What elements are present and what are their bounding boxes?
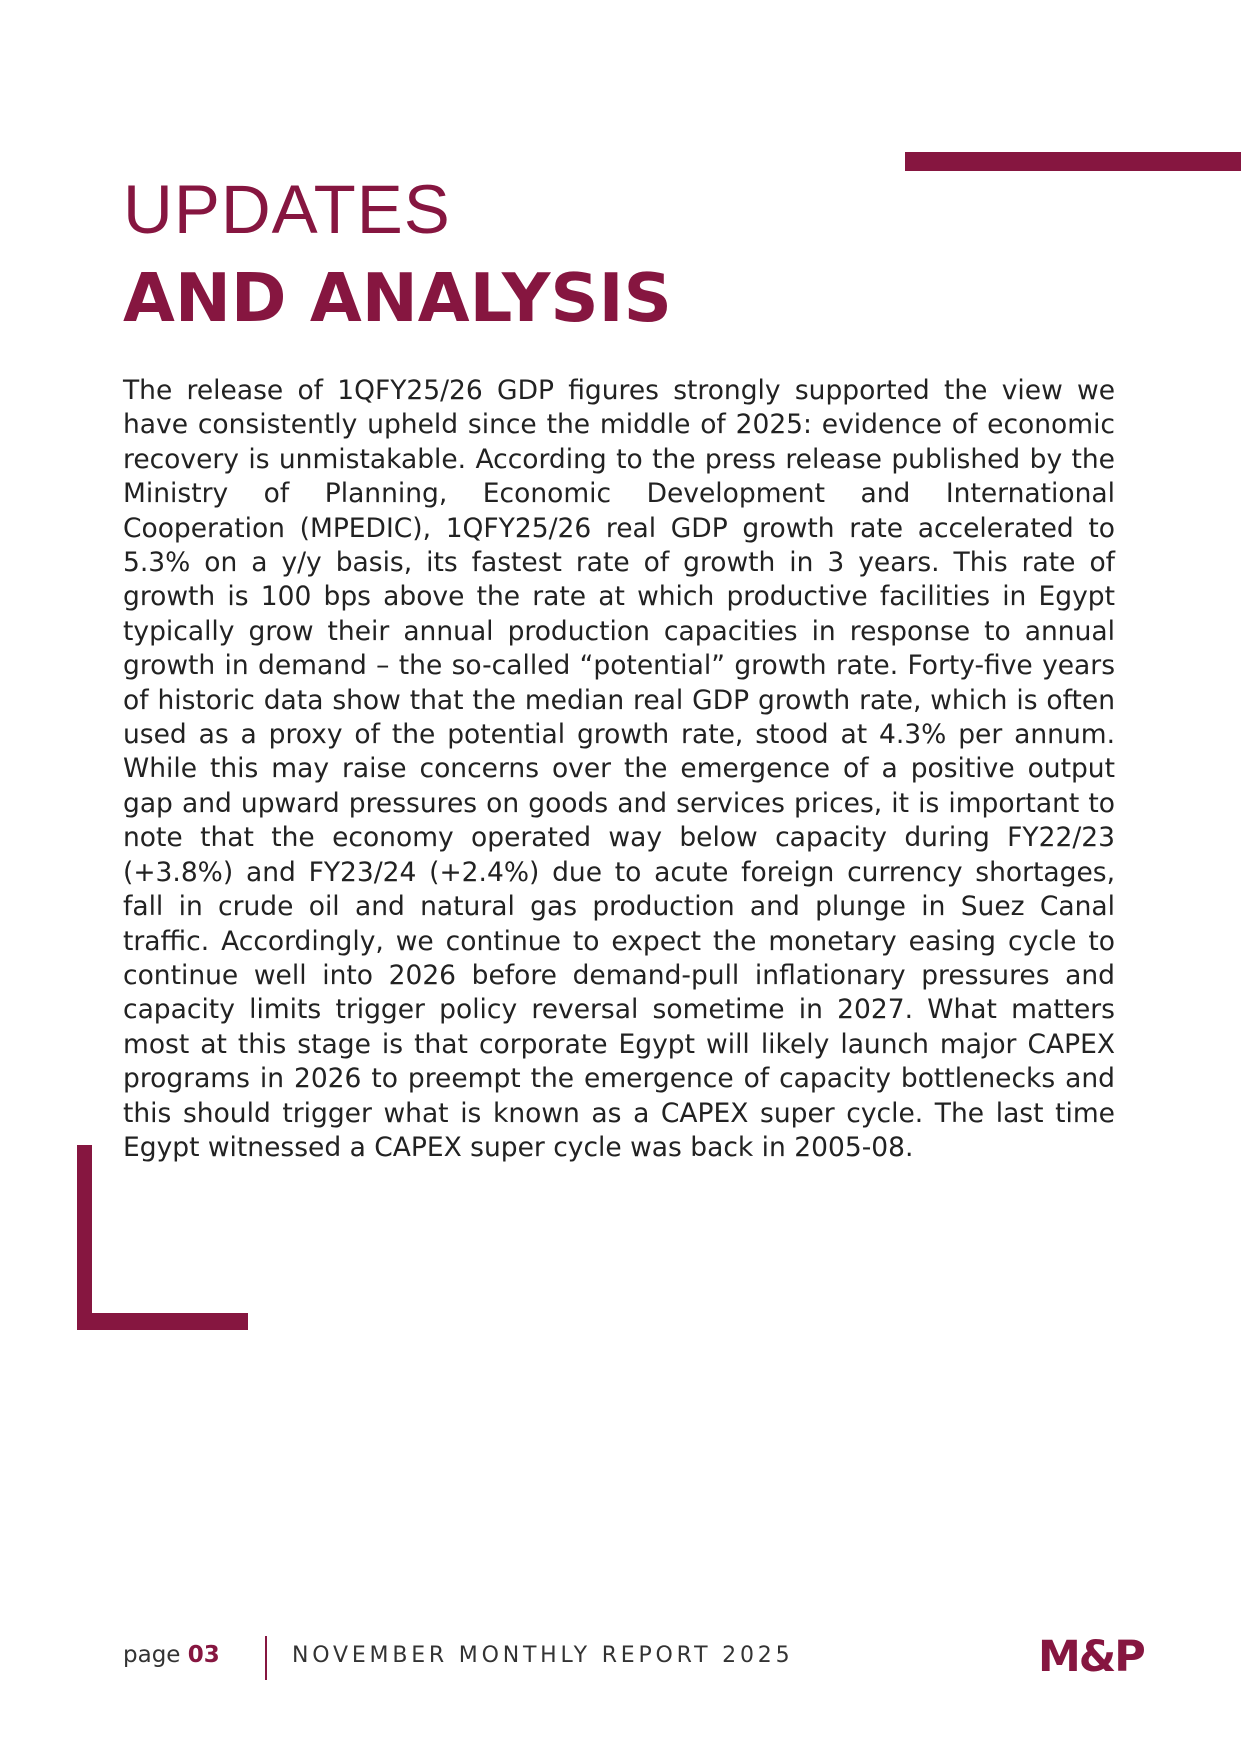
title-line-updates: UPDATES <box>123 171 451 248</box>
page-number: 03 <box>187 1642 220 1668</box>
report-title: NOVEMBER MONTHLY REPORT 2025 <box>292 1643 794 1668</box>
corner-bracket-vertical <box>77 1145 92 1330</box>
footer-divider <box>265 1636 267 1680</box>
page-indicator <box>123 1640 220 1670</box>
corner-bracket-horizontal <box>77 1313 248 1330</box>
company-logo: M&P <box>1038 1632 1144 1682</box>
top-accent-bar <box>905 152 1241 171</box>
analysis-paragraph: The release of 1QFY25/26 GDP figures strongly supported the view we have consistently upheld since the middle of 2025: evidence of economic recovery is unmistakable. According to the press release published by the Ministry of Planning, Economic Development and International Cooperation (MPEDIC), 1QFY25/26 real GDP growth rate accelerated to 5.3% on a y/y basis, its fastest rate of growth in 3 years. This rate of growth is 100 bps above the rate at which productive facilities in Egypt typically grow their annual production capacities in response to annual growth in demand – the so-called “potential” growth rate. Forty-five years of historic data show that the median real GDP growth rate, which is often used as a proxy of the potential growth rate, stood at 4.3% per annum. While this may raise concerns over the emergence of a positive output gap and upward pressures on goods and services prices, it is important to note that the economy operated way below capacity during FY22/23 (+3.8%) and FY23/24 (+2.4%) due to acute foreign currency shortages, fall in crude oil and natural gas production and plunge in Suez Canal traffic. Accordingly, we continue to expect the monetary easing cycle to continue well into 2026 before demand-pull inflationary pressures and capacity limits trigger policy reversal sometime in 2027. What matters most at this stage is that corporate Egypt will likely launch major CAPEX programs in 2026 to preempt the emergence of capacity bottlenecks and this should trigger what is known as a CAPEX super cycle. The last time Egypt witnessed a CAPEX super cycle was back in 2005-08. <box>123 375 1115 1163</box>
title-line-analysis: AND ANALYSIS <box>123 259 672 337</box>
page-label: page <box>123 1642 181 1668</box>
page-title <box>123 168 672 344</box>
